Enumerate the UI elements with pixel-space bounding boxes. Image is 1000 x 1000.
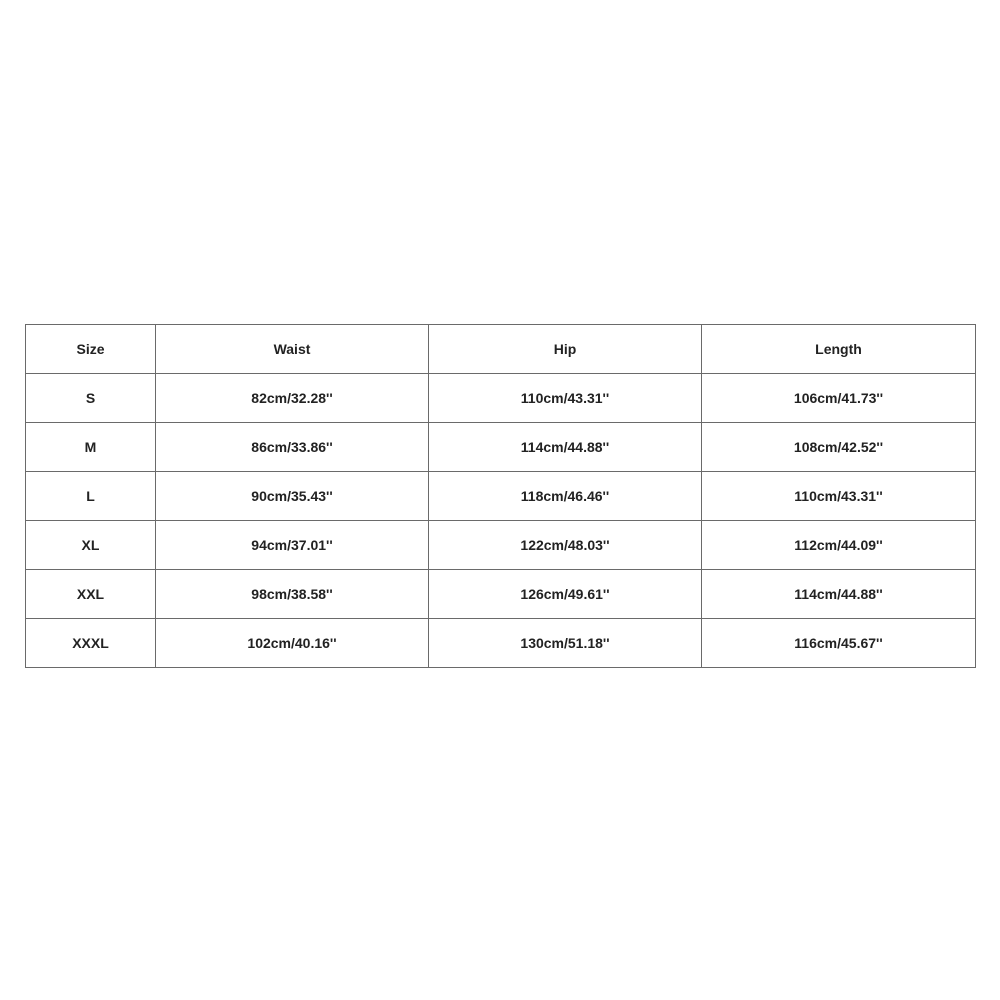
table-row (26, 472, 976, 521)
header-waist: Waist (156, 325, 429, 374)
cell-waist: 86cm/33.86'' (156, 423, 429, 472)
cell-waist: 90cm/35.43'' (156, 472, 429, 521)
table-row (26, 423, 976, 472)
cell-hip: 130cm/51.18'' (429, 619, 702, 668)
cell-size: L (26, 472, 156, 521)
table-row (26, 619, 976, 668)
header-length: Length (702, 325, 976, 374)
cell-hip: 126cm/49.61'' (429, 570, 702, 619)
header-hip: Hip (429, 325, 702, 374)
cell-length: 110cm/43.31'' (702, 472, 976, 521)
cell-length: 114cm/44.88'' (702, 570, 976, 619)
cell-hip: 118cm/46.46'' (429, 472, 702, 521)
cell-size: M (26, 423, 156, 472)
cell-waist: 102cm/40.16'' (156, 619, 429, 668)
header-size: Size (26, 325, 156, 374)
cell-length: 116cm/45.67'' (702, 619, 976, 668)
cell-length: 106cm/41.73'' (702, 374, 976, 423)
cell-waist: 82cm/32.28'' (156, 374, 429, 423)
table-row (26, 570, 976, 619)
cell-length: 112cm/44.09'' (702, 521, 976, 570)
table-row (26, 521, 976, 570)
cell-waist: 94cm/37.01'' (156, 521, 429, 570)
cell-hip: 110cm/43.31'' (429, 374, 702, 423)
cell-size: XL (26, 521, 156, 570)
cell-size: XXL (26, 570, 156, 619)
size-chart-table (25, 324, 976, 668)
cell-size: S (26, 374, 156, 423)
cell-waist: 98cm/38.58'' (156, 570, 429, 619)
header-row (26, 325, 976, 374)
cell-length: 108cm/42.52'' (702, 423, 976, 472)
cell-size: XXXL (26, 619, 156, 668)
cell-hip: 122cm/48.03'' (429, 521, 702, 570)
table-row (26, 374, 976, 423)
cell-hip: 114cm/44.88'' (429, 423, 702, 472)
